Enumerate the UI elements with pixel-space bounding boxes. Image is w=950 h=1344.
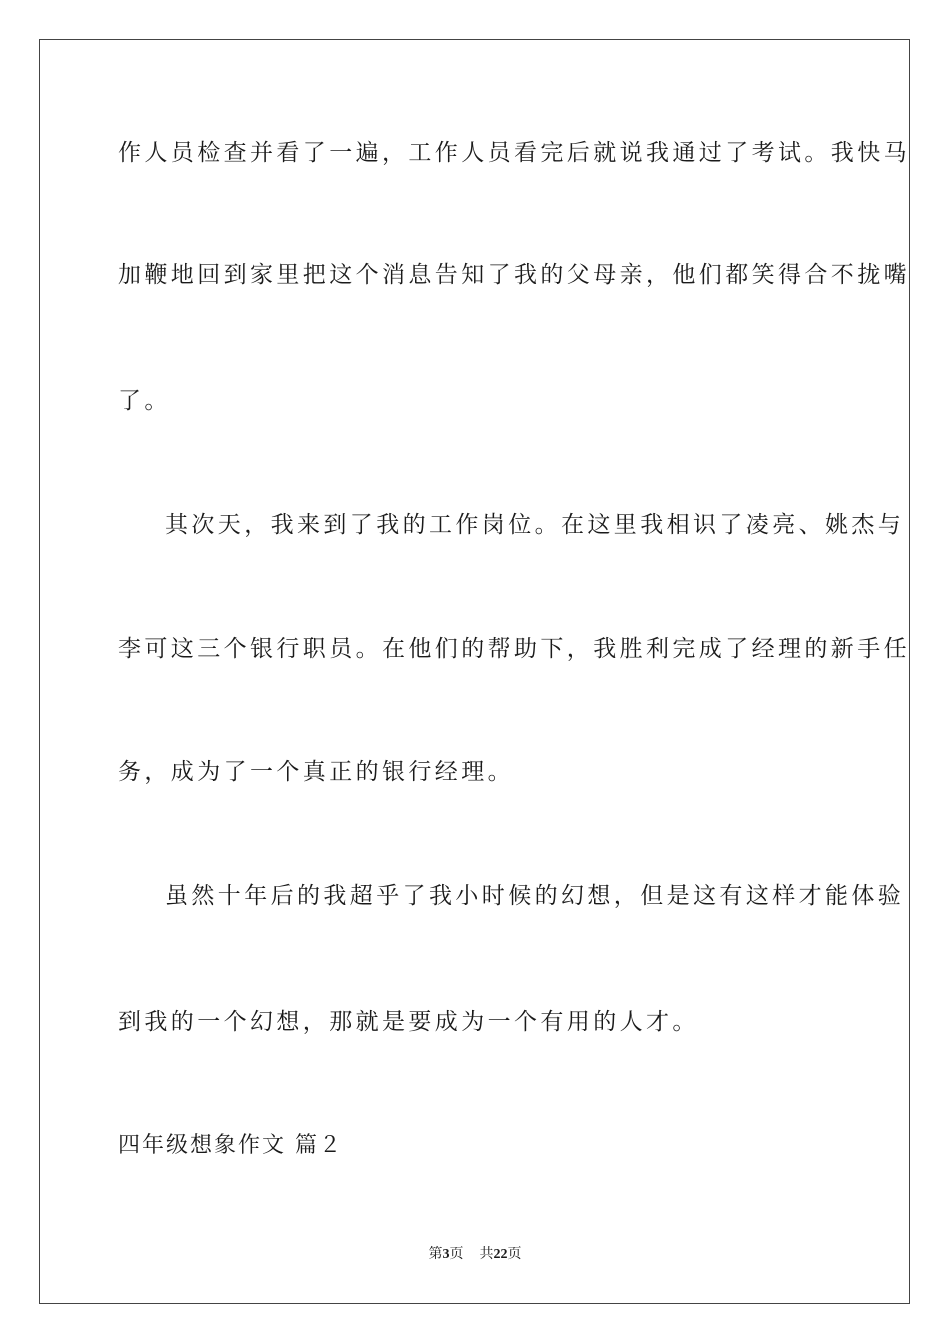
paragraph-line-4: 其次天，我来到了我的工作岗位。在这里我相识了凌亮、姚杰与 bbox=[165, 512, 905, 538]
paragraph-line-2: 加鞭地回到家里把这个消息告知了我的父母亲，他们都笑得合不拢嘴 bbox=[118, 262, 910, 288]
paragraph-line-6: 务，成为了一个真正的银行经理。 bbox=[118, 759, 514, 785]
paragraph-line-7: 虽然十年后的我超乎了我小时候的幻想，但是这有这样才能体验 bbox=[165, 883, 905, 909]
page-current: 3 bbox=[442, 1247, 450, 1262]
section-heading: 四年级想象作文 篇２ bbox=[118, 1133, 343, 1158]
paragraph-line-1: 作人员检查并看了一遍，工作人员看完后就说我通过了考试。我快马 bbox=[118, 140, 910, 166]
total-suffix: 页 bbox=[507, 1247, 522, 1262]
page-border bbox=[39, 39, 910, 1304]
paragraph-line-3: 了。 bbox=[118, 388, 171, 414]
total-prefix: 共 bbox=[479, 1247, 494, 1262]
page-total: 22 bbox=[493, 1247, 508, 1262]
paragraph-line-8: 到我的一个幻想，那就是要成为一个有用的人才。 bbox=[118, 1009, 699, 1035]
page-suffix: 页 bbox=[449, 1247, 464, 1262]
page-footer bbox=[0, 1246, 950, 1264]
page-prefix: 第 bbox=[428, 1247, 443, 1262]
paragraph-line-5: 李可这三个银行职员。在他们的帮助下，我胜利完成了经理的新手任 bbox=[118, 636, 910, 662]
